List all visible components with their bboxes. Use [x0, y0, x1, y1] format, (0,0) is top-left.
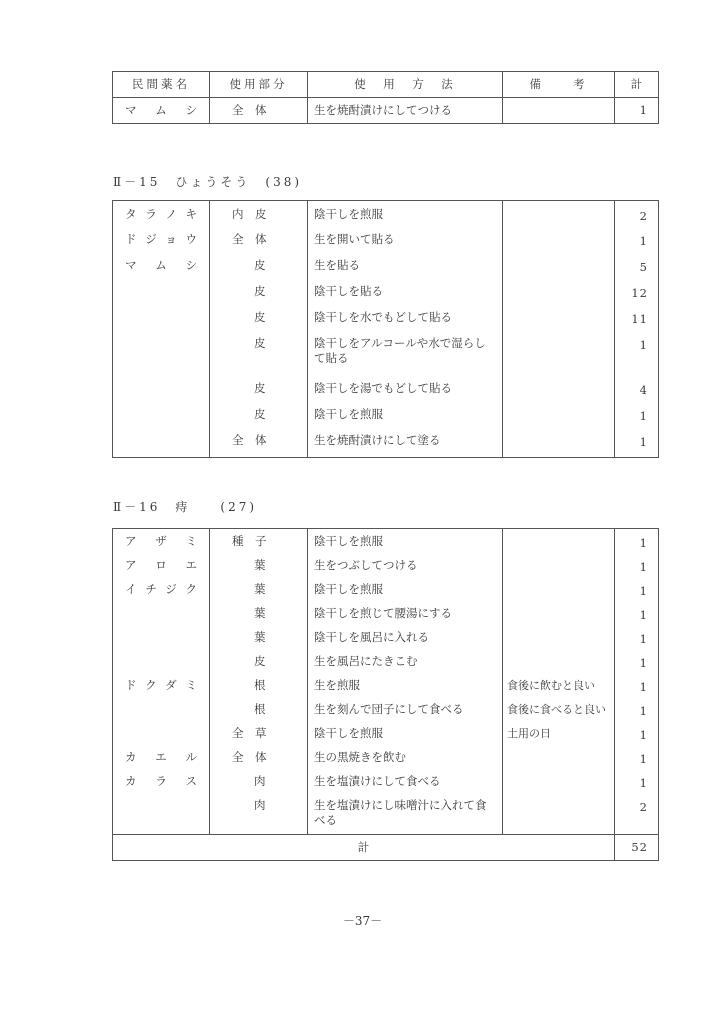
- count: 11: [631, 311, 648, 326]
- table-row: [113, 673, 659, 697]
- note: [503, 769, 615, 793]
- use-method: 陰干しを水でもどして貼る: [308, 305, 503, 331]
- count: 1: [639, 233, 648, 248]
- medicine-name: [113, 697, 210, 721]
- medicine-name: ドクダミ: [113, 673, 210, 697]
- count: 1: [639, 631, 648, 646]
- note: [503, 98, 615, 124]
- medicine-name: アザミ: [113, 529, 210, 553]
- medicine-name: [113, 601, 210, 625]
- count: 1: [639, 679, 648, 694]
- use-part: 葉: [210, 553, 308, 577]
- use-method: 生を塩漬けにし味噌汁に入れて食べる: [308, 793, 503, 835]
- note: [503, 649, 615, 673]
- table-row: [113, 253, 659, 279]
- use-method: 生を刻んで団子にして食べる: [308, 697, 503, 721]
- medicine-name: イチジク: [113, 577, 210, 601]
- use-method: 陰干しを煎服: [308, 721, 503, 745]
- medicine-name: [113, 376, 210, 402]
- note: [503, 428, 615, 458]
- page-number: －37－: [342, 914, 383, 928]
- note: 食後に食べると良い: [503, 697, 615, 721]
- medicine-name: [113, 305, 210, 331]
- note: [503, 279, 615, 305]
- use-part: 肉: [210, 793, 308, 835]
- use-method: 生を焼酎漬けにして塗る: [308, 428, 503, 458]
- table-row: [113, 745, 659, 769]
- medicine-name: マムシ: [113, 98, 210, 124]
- note: [503, 745, 615, 769]
- use-part: 内 皮: [210, 201, 308, 227]
- table-row: [113, 227, 659, 253]
- table-row: [113, 721, 659, 745]
- note: [503, 793, 615, 835]
- table-row: [113, 402, 659, 428]
- use-method: 陰干しを煎服: [308, 577, 503, 601]
- medicine-name: [113, 793, 210, 835]
- note: [503, 227, 615, 253]
- medicine-name: [113, 625, 210, 649]
- note: [503, 625, 615, 649]
- use-part: 根: [210, 697, 308, 721]
- use-method: 生を風呂にたきこむ: [308, 649, 503, 673]
- use-part: 皮: [210, 279, 308, 305]
- total-row: [113, 835, 659, 861]
- table-row: [113, 601, 659, 625]
- medicine-name: [113, 402, 210, 428]
- count: 4: [639, 382, 648, 397]
- use-part: 皮: [210, 402, 308, 428]
- medicine-name: ドジョウ: [113, 227, 210, 253]
- medicine-name: カエル: [113, 745, 210, 769]
- use-method: 陰干しを煎服: [308, 402, 503, 428]
- count: 2: [639, 799, 648, 814]
- use-part: 全 体: [210, 745, 308, 769]
- note: [503, 402, 615, 428]
- section-16-title: Ⅱ－16 痔 (27): [113, 500, 258, 514]
- table-row: [113, 201, 659, 227]
- table-row: [113, 428, 659, 458]
- use-part: 肉: [210, 769, 308, 793]
- count: 1: [639, 583, 648, 598]
- use-part: 皮: [210, 376, 308, 402]
- use-part: 皮: [210, 649, 308, 673]
- use-part: 皮: [210, 331, 308, 376]
- count: 1: [639, 703, 648, 718]
- use-part: 全 体: [210, 98, 308, 124]
- header-name: 民間薬名: [113, 72, 210, 98]
- note: [503, 331, 615, 376]
- use-part: 皮: [210, 253, 308, 279]
- note: [503, 529, 615, 553]
- header-table: [112, 71, 659, 124]
- note: [503, 577, 615, 601]
- medicine-name: タラノキ: [113, 201, 210, 227]
- count: 1: [639, 607, 648, 622]
- medicine-name: マムシ: [113, 253, 210, 279]
- table-row: [113, 279, 659, 305]
- header-part: 使用部分: [210, 72, 308, 98]
- use-part: 全 体: [210, 428, 308, 458]
- section-15-title: Ⅱ－15 ひょうそう (38): [113, 175, 303, 189]
- use-method: 生の黒焼きを飲む: [308, 745, 503, 769]
- table-row: [113, 769, 659, 793]
- count: 5: [639, 259, 648, 274]
- table-row: [113, 577, 659, 601]
- table-row: [113, 625, 659, 649]
- count: 1: [639, 103, 648, 117]
- use-method: 陰干しを煎服: [308, 201, 503, 227]
- table-row: [113, 793, 659, 835]
- note: [503, 305, 615, 331]
- header-count: 計: [630, 77, 643, 91]
- note: 食後に飲むと良い: [503, 673, 615, 697]
- count: 1: [639, 408, 648, 423]
- use-method: 陰干しをアルコールや水で湿らして貼る: [308, 331, 503, 376]
- count: 1: [639, 337, 648, 352]
- use-part: 種 子: [210, 529, 308, 553]
- table-row: [113, 553, 659, 577]
- header-method: 使 用 方 法: [308, 72, 503, 98]
- count: 1: [639, 536, 648, 550]
- medicine-name: [113, 649, 210, 673]
- header-note: 備 考: [503, 72, 615, 98]
- use-part: 葉: [210, 601, 308, 625]
- use-method: 陰干しを貼る: [308, 279, 503, 305]
- use-method: 生を煎服: [308, 673, 503, 697]
- use-method: 陰干しを湯でもどして貼る: [308, 376, 503, 402]
- use-method: 陰干しを煎服: [308, 529, 503, 553]
- count: 1: [639, 655, 648, 670]
- use-method: 生を塩漬けにして食べる: [308, 769, 503, 793]
- table-row: [113, 98, 659, 124]
- medicine-name: [113, 428, 210, 458]
- medicine-name: [113, 279, 210, 305]
- section-16-table: [112, 528, 659, 861]
- medicine-name: [113, 721, 210, 745]
- use-part: 根: [210, 673, 308, 697]
- use-part: 葉: [210, 625, 308, 649]
- medicine-name: アロエ: [113, 553, 210, 577]
- use-method: 生を貼る: [308, 253, 503, 279]
- total-label: 計: [113, 835, 615, 861]
- count: 2: [639, 209, 648, 223]
- use-method: 生を開いて貼る: [308, 227, 503, 253]
- use-method: 陰干しを風呂に入れる: [308, 625, 503, 649]
- use-part: 葉: [210, 577, 308, 601]
- use-part: 皮: [210, 305, 308, 331]
- note: [503, 376, 615, 402]
- note: [503, 201, 615, 227]
- table-row: [113, 697, 659, 721]
- use-part: 全 体: [210, 227, 308, 253]
- table-row: [113, 376, 659, 402]
- count: 1: [639, 751, 648, 766]
- table-row: [113, 305, 659, 331]
- count: 1: [639, 775, 648, 790]
- count: 1: [639, 559, 648, 574]
- note: [503, 553, 615, 577]
- note: 土用の日: [503, 721, 615, 745]
- count: 12: [631, 285, 648, 300]
- total-value: 52: [631, 840, 648, 854]
- medicine-name: カラス: [113, 769, 210, 793]
- section-15-table: [112, 200, 659, 458]
- use-method: 陰干しを煎じて腰湯にする: [308, 601, 503, 625]
- use-part: 全 草: [210, 721, 308, 745]
- table-row: [113, 649, 659, 673]
- count: 1: [639, 727, 648, 742]
- note: [503, 253, 615, 279]
- note: [503, 601, 615, 625]
- header-row: [113, 72, 659, 98]
- table-row: [113, 529, 659, 553]
- table-row: [113, 331, 659, 376]
- count: 1: [639, 434, 648, 449]
- use-method: 生を焼酎漬けにしてつける: [308, 98, 503, 124]
- medicine-name: [113, 331, 210, 376]
- use-method: 生をつぶしてつける: [308, 553, 503, 577]
